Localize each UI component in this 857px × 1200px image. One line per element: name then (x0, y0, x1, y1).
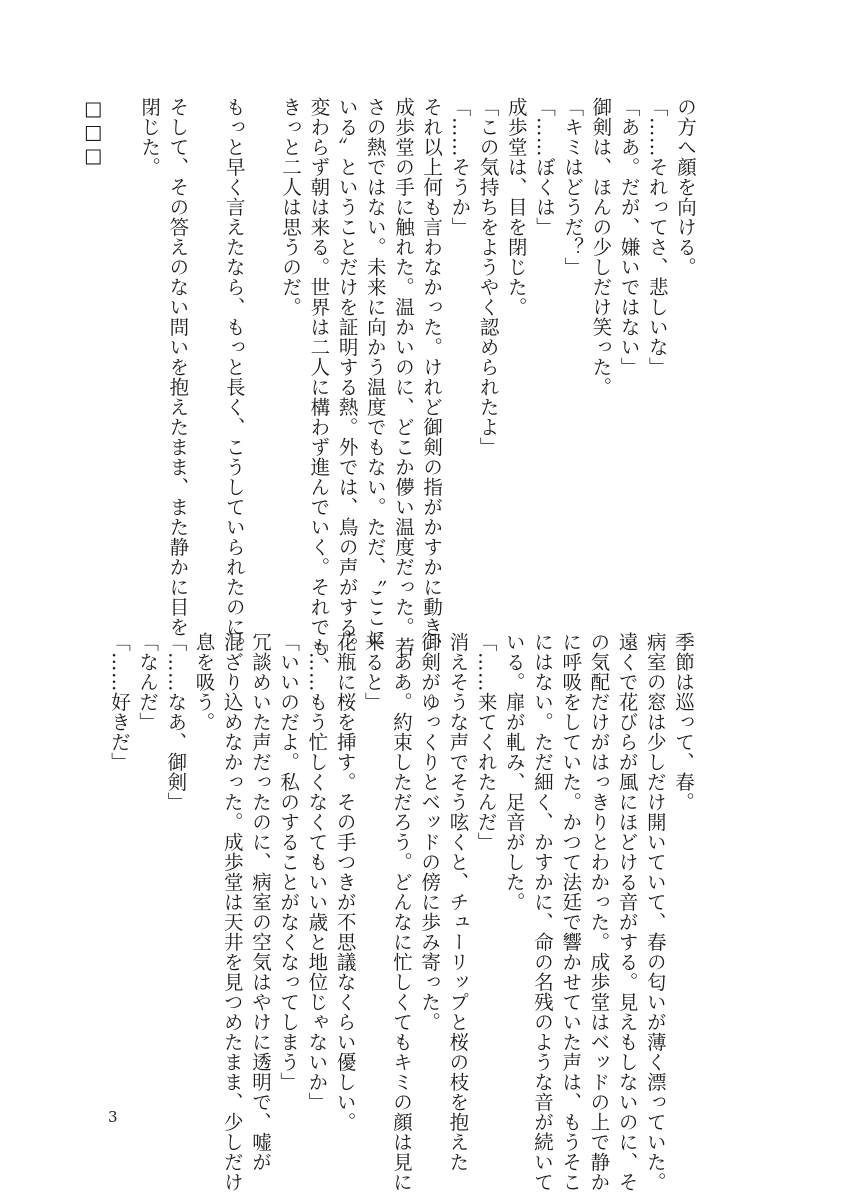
text-line: 「いいのだよ。私のすることがなくなってしまう」 (277, 632, 301, 1092)
text-line: 来ると」 (361, 632, 385, 712)
text-line: 季節は巡って、春。 (672, 632, 695, 812)
text-line: 「ああ。だが、嫌いではない」 (617, 97, 641, 377)
upper-text-block (79, 97, 699, 677)
text-line: の気配だけがはっきりとわかった。成歩堂はベッドの上で静か (587, 632, 611, 1192)
text-line: 「……そうか」 (448, 97, 472, 237)
text-line: いる〟ということだけを証明する熱。外では、鳥の声がする。 (335, 97, 359, 657)
text-line: 「……それってさ、悲しいな」 (645, 97, 669, 377)
text-line: 病室の窓は少しだけ開いていて、春の匂いが薄く漂っていた。 (643, 632, 667, 1192)
lower-text-block (105, 632, 697, 1192)
text-line: 「……来てくれたんだ」 (474, 632, 498, 852)
text-line: 「なんだ」 (136, 632, 160, 732)
text-line: 「……もう忙しくなくてもいい歳と地位じゃないか」 (305, 632, 329, 1112)
text-line: 成歩堂の手に触れた。温かいのに、どこか儚い温度だった。若 (391, 97, 415, 657)
text-line: 閉じた。 (138, 97, 162, 177)
text-line: 息を吸う。 (192, 632, 216, 732)
section-break: □□□ (81, 97, 105, 168)
page-number: 3 (108, 1108, 118, 1126)
text-line: 「この気持ちをようやく認められたよ」 (476, 97, 500, 457)
text-line: 「ああ。約束しただろう。どんなに忙しくてもキミの顔は見に (389, 632, 413, 1192)
text-line: 花瓶に桜を挿す。その手つきが不思議なくらい優しい。 (333, 632, 357, 1132)
text-line: 消えそうな声でそう呟くと、チューリップと桜の枝を抱えた (446, 632, 470, 1172)
text-line: 成歩堂は、目を閉じた。 (504, 97, 528, 317)
text-line: もっと早く言えたなら、もっと長く、こうしていられたのに。 (222, 97, 246, 657)
text-line: に呼吸をしていた。かつて法廷で響かせていた声は、もうそこ (559, 632, 583, 1192)
text-line: 御剣がゆっくりとベッドの傍に歩み寄った。 (418, 632, 442, 1032)
text-line: さの熱ではない。未来に向かう温度でもない。ただ、〝ここに (363, 97, 387, 648)
text-line: 変わらず朝は来る。世界は二人に構わず進んでいく。それでも、 (307, 97, 331, 677)
text-line: 混ざり込めなかった。成歩堂は天井を見つめたまま、少しだけ (220, 632, 244, 1192)
text-line: 「……なあ、御剣」 (164, 632, 188, 812)
text-line: いる。扉が軋み、足音がした。 (502, 632, 526, 912)
text-line: きっと二人は思うのだ。 (279, 97, 303, 317)
text-line: 御剣は、ほんの少しだけ笑った。 (589, 97, 613, 397)
text-line: 「キミはどうだ？」 (561, 97, 585, 277)
blank-line (191, 97, 219, 677)
text-line: そして、その答えのない問いを抱えたまま、また静かに目を (166, 97, 190, 637)
text-line: それ以上何も言わなかった。けれど御剣の指がかすかに動き、 (420, 97, 444, 657)
blank-line (248, 97, 276, 677)
text-line: の方へ顔を向ける。 (674, 97, 697, 277)
text-line: にはない。ただ細く、かすかに、命の名残のような音が続いて (530, 632, 554, 1192)
text-line: 「……ぼくは」 (532, 97, 556, 237)
text-line: 冗談めいた声だったのに、病室の空気はやけに透明で、嘘が (248, 632, 272, 1172)
blank-line (107, 97, 135, 677)
text-line: 「……好きだ」 (107, 632, 131, 772)
text-line: 遠くで花びらが風にほどける音がする。見えもしないのに、そ (615, 632, 639, 1192)
